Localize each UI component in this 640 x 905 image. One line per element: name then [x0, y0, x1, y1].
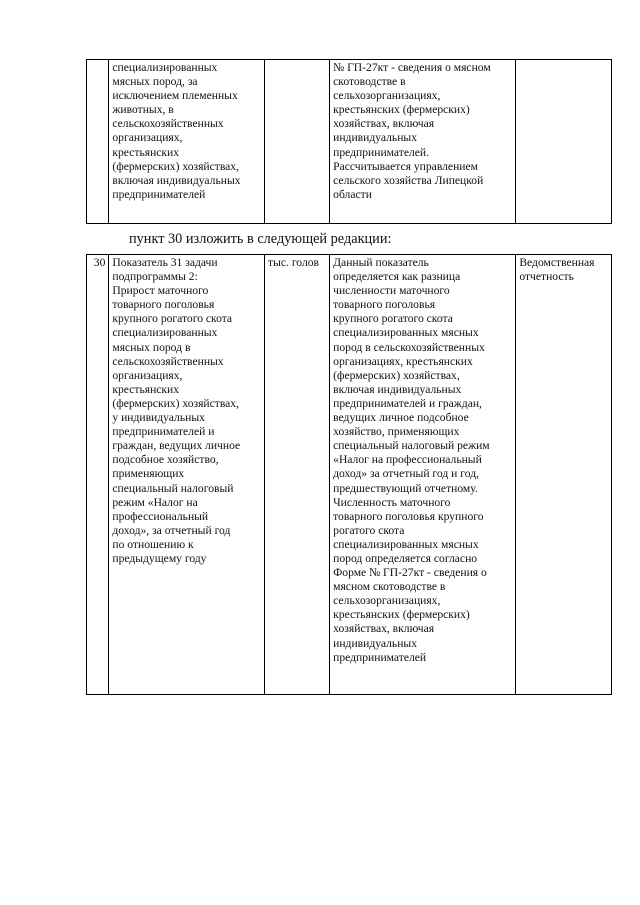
text-line: товарного поголовья	[112, 298, 215, 312]
text-line: предшествующий отчетному.	[333, 481, 478, 495]
text-line: Данный показатель	[333, 256, 429, 269]
text-line: хозяйство, применяющих	[333, 425, 460, 439]
text-line: хозяйствах, включая	[333, 117, 435, 131]
text-line: граждан, ведущих личное	[112, 439, 241, 453]
text-line: индивидуальных	[333, 131, 417, 145]
text-line: (фермерских) хозяйствах,	[112, 396, 239, 410]
text-line: животных, в	[112, 103, 174, 117]
text-line: включая индивидуальных	[333, 382, 462, 396]
text-line: сельского хозяйства Липецкой	[333, 173, 484, 187]
text-line: скотоводстве в	[333, 75, 406, 89]
text-line: товарного поголовья крупного	[333, 509, 484, 523]
unit-text: тыс. голов	[268, 256, 319, 269]
unit-cell	[265, 60, 330, 224]
text-line: крупного рогатого скота	[112, 312, 233, 326]
unit-cell	[265, 255, 330, 695]
row-number-cell	[87, 60, 109, 224]
text-line: крестьянских	[112, 145, 180, 159]
text-line: мясном скотоводстве в	[333, 580, 446, 594]
continued-indicator-table	[86, 59, 612, 224]
indicator-cell	[109, 60, 265, 224]
text-line: по отношению к	[112, 537, 194, 551]
text-line: № ГП-27кт - сведения о мясном	[333, 61, 491, 74]
text-line: сельхозорганизациях,	[333, 89, 441, 103]
table-row	[87, 60, 612, 224]
text-line: ведущих личное подсобное	[333, 411, 469, 425]
indicator-cell	[109, 255, 265, 695]
text-line: организациях,	[112, 368, 183, 382]
text-line: Форме № ГП-27кт - сведения о	[333, 566, 487, 580]
text-line: крестьянских (фермерских)	[333, 608, 470, 622]
text-line: Рассчитывается управлением	[333, 159, 478, 173]
text-line: предпринимателей	[112, 187, 206, 201]
text-line: предпринимателей и	[112, 425, 215, 439]
text-line: области	[333, 187, 372, 201]
text-line: хозяйствах, включая	[333, 622, 435, 636]
text-line: Показатель 31 задачи	[112, 256, 218, 269]
text-line: крупного рогатого скота	[333, 312, 453, 326]
text-line: специализированных	[112, 326, 218, 340]
source-cell	[516, 255, 612, 695]
source-cell	[516, 60, 612, 224]
text-line: товарного поголовья	[333, 298, 436, 312]
text-line: определяется как разница	[333, 270, 461, 284]
text-line: сельхозорганизациях,	[333, 594, 441, 608]
text-line: у индивидуальных	[112, 411, 205, 425]
text-line: пород определяется согласно	[333, 551, 478, 565]
text-line: режим «Налог на	[112, 495, 198, 509]
method-cell	[330, 60, 516, 224]
text-line: Ведомственная	[519, 256, 595, 269]
text-line: доход», за отчетный год	[112, 523, 231, 537]
text-line: мясных пород, за	[112, 75, 198, 89]
text-line: организациях,	[112, 131, 183, 145]
text-line: профессиональный	[112, 509, 209, 523]
text-line: предпринимателей	[333, 650, 427, 664]
text-line: пород в сельскохозяйственных	[333, 340, 485, 354]
text-line: предыдущему году	[112, 551, 207, 565]
text-line: специализированных мясных	[333, 326, 479, 340]
amendment-instruction: пункт 30 изложить в следующей редакции:	[129, 231, 392, 247]
text-line: подсобное хозяйство,	[112, 453, 219, 467]
text-line: применяющих	[112, 467, 185, 481]
text-line: специализированных мясных	[333, 537, 479, 551]
text-line: предпринимателей.	[333, 145, 429, 159]
method-cell	[330, 255, 516, 695]
indicator-30-table	[86, 254, 612, 695]
text-line: исключением племенных	[112, 89, 238, 103]
text-line: рогатого скота	[333, 523, 405, 537]
text-line: отчетность	[519, 270, 574, 284]
text-line: (фермерских) хозяйствах,	[112, 159, 239, 173]
text-line: Прирост маточного	[112, 284, 209, 298]
text-line: численности маточного	[333, 284, 450, 298]
text-line: мясных пород в	[112, 340, 191, 354]
text-line: индивидуальных	[333, 636, 417, 650]
text-line: доход» за отчетный год и год,	[333, 467, 479, 481]
text-line: специальный налоговый режим	[333, 439, 490, 453]
text-line: «Налог на профессиональный	[333, 453, 482, 467]
text-line: организациях, крестьянских	[333, 354, 473, 368]
text-line: специальный налоговый	[112, 481, 234, 495]
text-line: предпринимателей и граждан,	[333, 396, 482, 410]
text-line: подпрограммы 2:	[112, 270, 198, 284]
text-line: включая индивидуальных	[112, 173, 241, 187]
text-line: специализированных	[112, 61, 218, 74]
text-line: Численность маточного	[333, 495, 451, 509]
text-line: сельскохозяйственных	[112, 117, 224, 131]
text-line: крестьянских (фермерских)	[333, 103, 470, 117]
row-number-cell: 30	[87, 255, 109, 695]
text-line: крестьянских	[112, 382, 180, 396]
text-line: сельскохозяйственных	[112, 354, 224, 368]
table-row	[87, 255, 612, 695]
text-line: (фермерских) хозяйствах,	[333, 368, 460, 382]
